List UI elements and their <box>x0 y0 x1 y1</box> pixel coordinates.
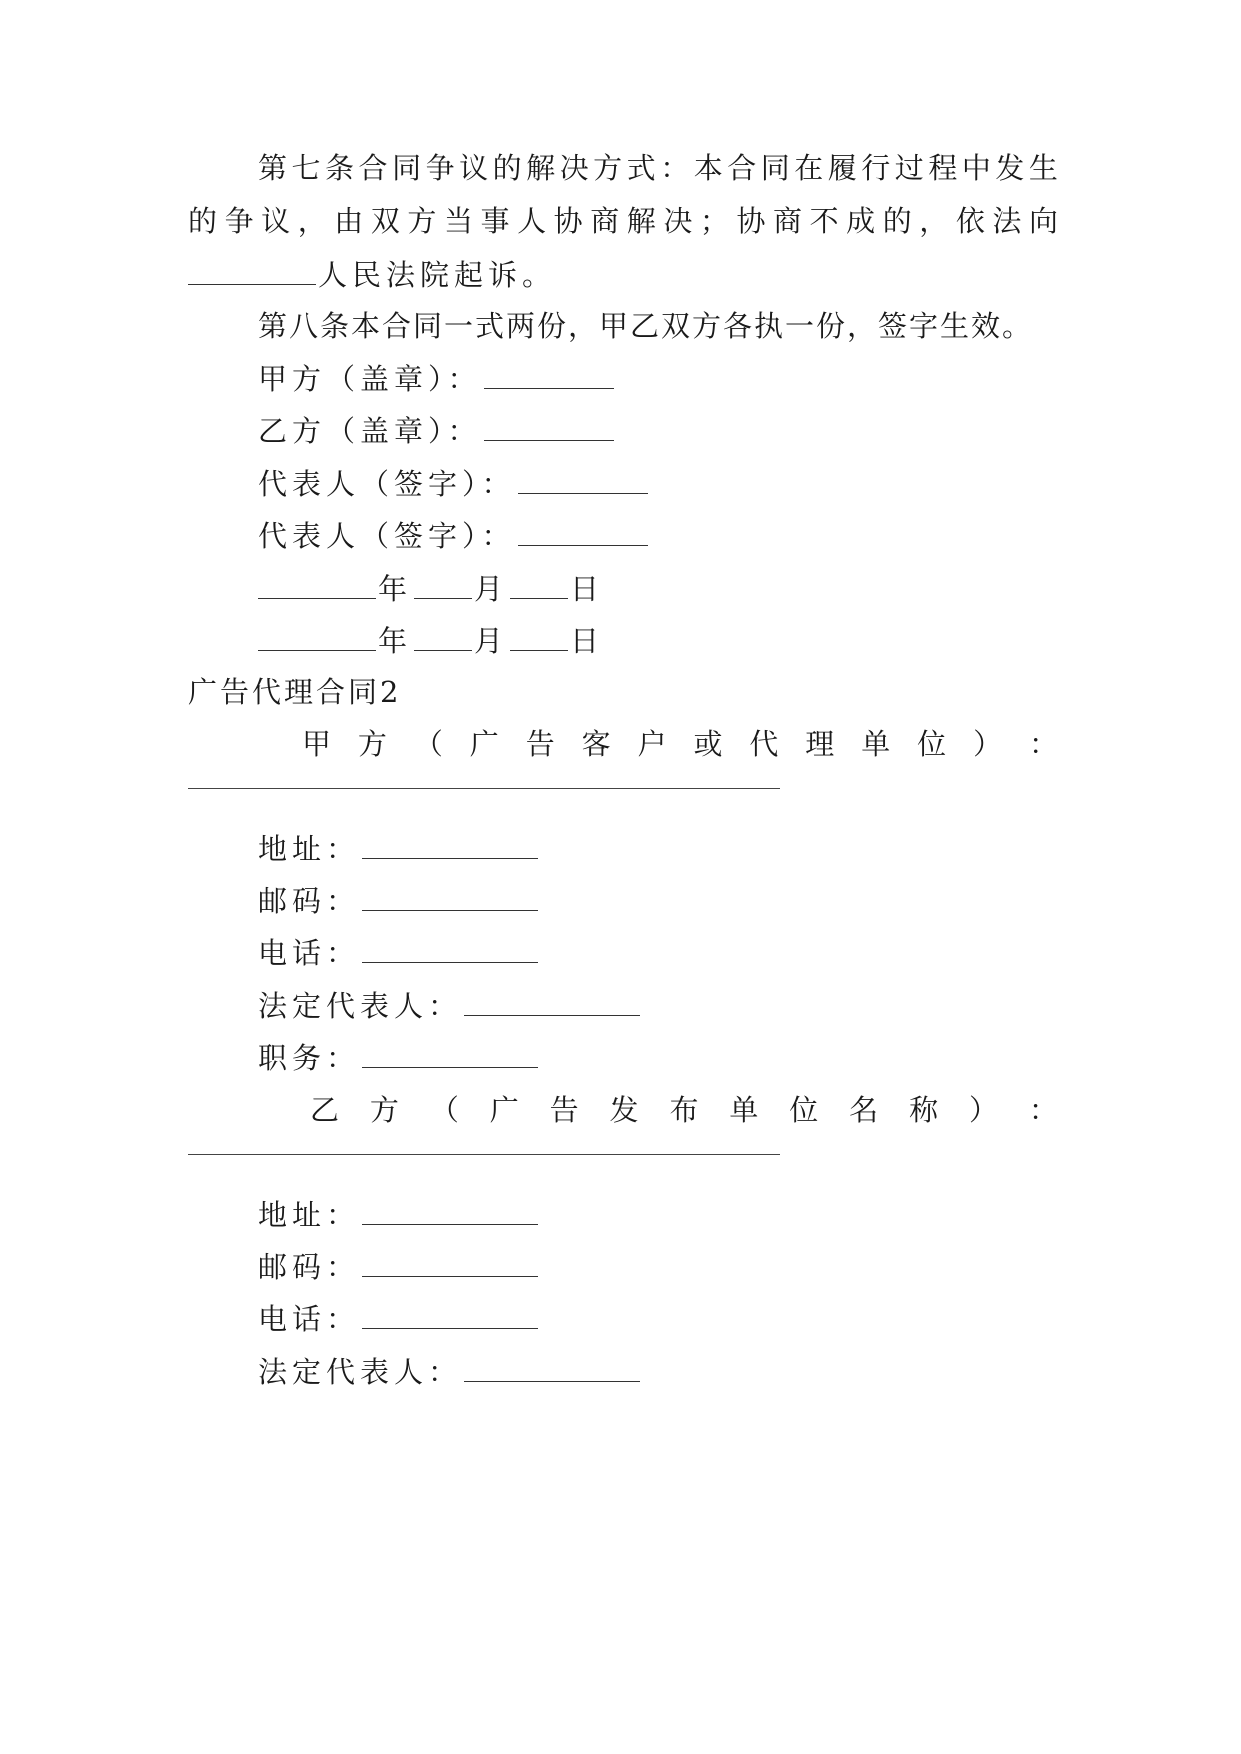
article7-line1-char: 行 <box>861 151 891 185</box>
article7-line2-char: 不 <box>809 204 839 238</box>
party-b-heading-char: 方 <box>369 1093 399 1127</box>
article7-line2-char: 向 <box>1028 204 1058 238</box>
party-a-position-row <box>258 1037 1058 1078</box>
party-b-postcode-row <box>258 1246 1058 1287</box>
article7-line2-char: 决 <box>663 204 693 238</box>
article7-line2-char: 双 <box>370 204 400 238</box>
party-a-postcode-label: 邮码： <box>258 884 361 918</box>
party-b-legal-rep-blank <box>464 1351 640 1382</box>
party-b-address-label: 地址： <box>258 1198 361 1232</box>
party-a-heading-char: 客 <box>581 727 611 761</box>
article7-line2-char: ； <box>699 204 729 238</box>
year-blank-1 <box>258 568 376 599</box>
article7-line2-char: 人 <box>517 204 547 238</box>
article7-line2-char: 法 <box>992 204 1022 238</box>
party-a-heading-char: 位 <box>917 727 947 761</box>
year-blank-2 <box>258 620 376 651</box>
party-b-heading-char: ） <box>968 1093 998 1127</box>
party-b-legal-rep-row <box>258 1351 1058 1392</box>
party-a-address-row <box>258 828 1058 869</box>
party-a-position-label: 职务： <box>258 1041 361 1075</box>
party-a-position-blank <box>362 1037 538 1068</box>
rep-sign-label-1: 代表人（签字）： <box>258 467 516 501</box>
party-b-heading-char: 广 <box>489 1093 519 1127</box>
article7-line2-char: ， <box>919 204 949 238</box>
rep-sign-blank-1 <box>518 463 648 494</box>
party-a-heading-char: 方 <box>357 727 387 761</box>
article7-line1-char: 第 <box>258 151 288 185</box>
date-row-1 <box>258 568 1058 609</box>
party-a-legal-rep-label: 法定代表人： <box>258 989 463 1023</box>
rep-sign-row-2 <box>258 515 1058 556</box>
party-a-seal-label: 甲方（盖章）： <box>258 362 482 396</box>
party-b-heading-char: 位 <box>789 1093 819 1127</box>
article7-line1-char: 同 <box>760 151 790 185</box>
article7-line1-char: 的 <box>492 151 522 185</box>
article7-line1-char: 七 <box>291 151 321 185</box>
party-a-phone-blank <box>362 932 538 963</box>
party-b-heading-char: 布 <box>669 1093 699 1127</box>
party-a-postcode-row <box>258 880 1058 921</box>
article7-line1-char: 同 <box>392 151 422 185</box>
article7-line1-char: 履 <box>827 151 857 185</box>
party-a-address-blank <box>362 828 538 859</box>
article7-line1-char: 过 <box>894 151 924 185</box>
party-a-heading-char: 户 <box>637 727 667 761</box>
party-a-heading-char: （ <box>413 727 443 761</box>
article7-line2-char: 事 <box>480 204 510 238</box>
party-b-phone-blank <box>362 1298 538 1329</box>
party-a-heading-char: 广 <box>469 727 499 761</box>
article7-line1-char: 议 <box>459 151 489 185</box>
party-a-legal-rep-blank <box>464 985 640 1016</box>
party-b-address-blank <box>362 1194 538 1225</box>
month-label-2: 月 <box>474 624 509 658</box>
rep-sign-blank-2 <box>518 515 648 546</box>
party-b-postcode-label: 邮码： <box>258 1250 361 1284</box>
article7-line2-char: 商 <box>773 204 803 238</box>
party-b-seal-blank <box>484 410 614 441</box>
article7-line2-char: 当 <box>443 204 473 238</box>
article7-line1-char: 在 <box>794 151 824 185</box>
party-a-phone-row <box>258 932 1058 973</box>
rep-sign-label-2: 代表人（签字）： <box>258 519 516 553</box>
party-a-heading-char: ） <box>973 727 1003 761</box>
party-b-heading-char: 乙 <box>310 1093 340 1127</box>
party-a-heading-char: 单 <box>861 727 891 761</box>
article7-line2-char: 由 <box>334 204 364 238</box>
article7-line1-char: 条 <box>325 151 355 185</box>
article7-line2-char: 解 <box>626 204 656 238</box>
article7-line3-text: 人民法院起诉。 <box>318 258 557 292</box>
party-a-heading-char: 甲 <box>302 727 332 761</box>
party-b-name-rule <box>188 1154 780 1155</box>
article7-line1-char: 解 <box>526 151 556 185</box>
date-row-2 <box>258 620 1058 661</box>
party-b-heading-char: 名 <box>849 1093 879 1127</box>
article7-line2-char: 成 <box>846 204 876 238</box>
article7-line1-char: 生 <box>1028 151 1058 185</box>
month-blank-1 <box>414 568 472 599</box>
article7-line2 <box>188 201 1058 241</box>
party-a-postcode-blank <box>362 880 538 911</box>
party-b-seal-label: 乙方（盖章）： <box>258 414 482 448</box>
party-a-seal-row <box>258 358 1058 399</box>
party-a-heading-char: 代 <box>749 727 779 761</box>
party-b-seal-row <box>258 410 1058 451</box>
article8-text: 第八条本合同一式两份，甲乙双方各执一份，签字生效。 <box>258 309 1034 343</box>
party-a-legal-rep-row <box>258 985 1058 1026</box>
article7-line2-char: 依 <box>955 204 985 238</box>
article7-line1-char: ： <box>660 151 690 185</box>
month-label-1: 月 <box>474 572 509 606</box>
day-blank-1 <box>510 568 568 599</box>
day-label-1: 日 <box>570 572 605 606</box>
party-b-heading-char: 称 <box>909 1093 939 1127</box>
party-b-heading-char: 发 <box>609 1093 639 1127</box>
article7-line1-char: 发 <box>995 151 1025 185</box>
article7-line2-char: 争 <box>224 204 254 238</box>
article7-line2-char: 方 <box>407 204 437 238</box>
party-b-heading-char: （ <box>429 1093 459 1127</box>
party-a-heading-char: 理 <box>805 727 835 761</box>
party-a-heading-char: 告 <box>525 727 555 761</box>
party-a-heading-char: 或 <box>693 727 723 761</box>
party-a-address-label: 地址： <box>258 832 361 866</box>
article7-line1-char: 中 <box>961 151 991 185</box>
article7-line2-char: ， <box>297 204 327 238</box>
article7-line2-char: 的 <box>882 204 912 238</box>
contract2-title: 广告代理合同2 <box>188 675 402 709</box>
day-blank-2 <box>510 620 568 651</box>
party-b-phone-label: 电话： <box>258 1302 361 1336</box>
article7-line1-char: 争 <box>425 151 455 185</box>
party-b-heading-char: ： <box>1028 1093 1058 1127</box>
month-blank-2 <box>414 620 472 651</box>
court-blank <box>188 254 316 285</box>
day-label-2: 日 <box>570 624 605 658</box>
party-a-name-rule <box>188 788 780 789</box>
party-b-address-row <box>258 1194 1058 1235</box>
article7-line1-char: 本 <box>693 151 723 185</box>
party-a-seal-blank <box>484 358 614 389</box>
article7-line1-char: 程 <box>928 151 958 185</box>
year-label-2: 年 <box>378 624 413 658</box>
year-label-1: 年 <box>378 572 413 606</box>
article7-line2-char: 议 <box>261 204 291 238</box>
party-b-heading-char: 告 <box>549 1093 579 1127</box>
party-b-postcode-blank <box>362 1246 538 1277</box>
rep-sign-row-1 <box>258 463 1058 504</box>
article7-line2-char: 商 <box>590 204 620 238</box>
party-a-heading-char: ： <box>1028 727 1058 761</box>
party-b-phone-row <box>258 1298 1058 1339</box>
article7-line1-char: 式 <box>626 151 656 185</box>
article7-line1-char: 决 <box>559 151 589 185</box>
article7-line2-char: 协 <box>736 204 766 238</box>
party-a-heading <box>302 724 1058 764</box>
article7-line1 <box>258 148 1058 188</box>
party-b-heading-char: 单 <box>729 1093 759 1127</box>
article7-line1-char: 合 <box>727 151 757 185</box>
party-b-legal-rep-label: 法定代表人： <box>258 1355 463 1389</box>
article7-line3 <box>188 254 1058 295</box>
article7-line1-char: 合 <box>358 151 388 185</box>
party-a-phone-label: 电话： <box>258 936 361 970</box>
article7-line2-char: 协 <box>553 204 583 238</box>
article7-line2-char: 的 <box>188 204 218 238</box>
party-b-heading <box>310 1090 1058 1130</box>
article7-line1-char: 方 <box>593 151 623 185</box>
